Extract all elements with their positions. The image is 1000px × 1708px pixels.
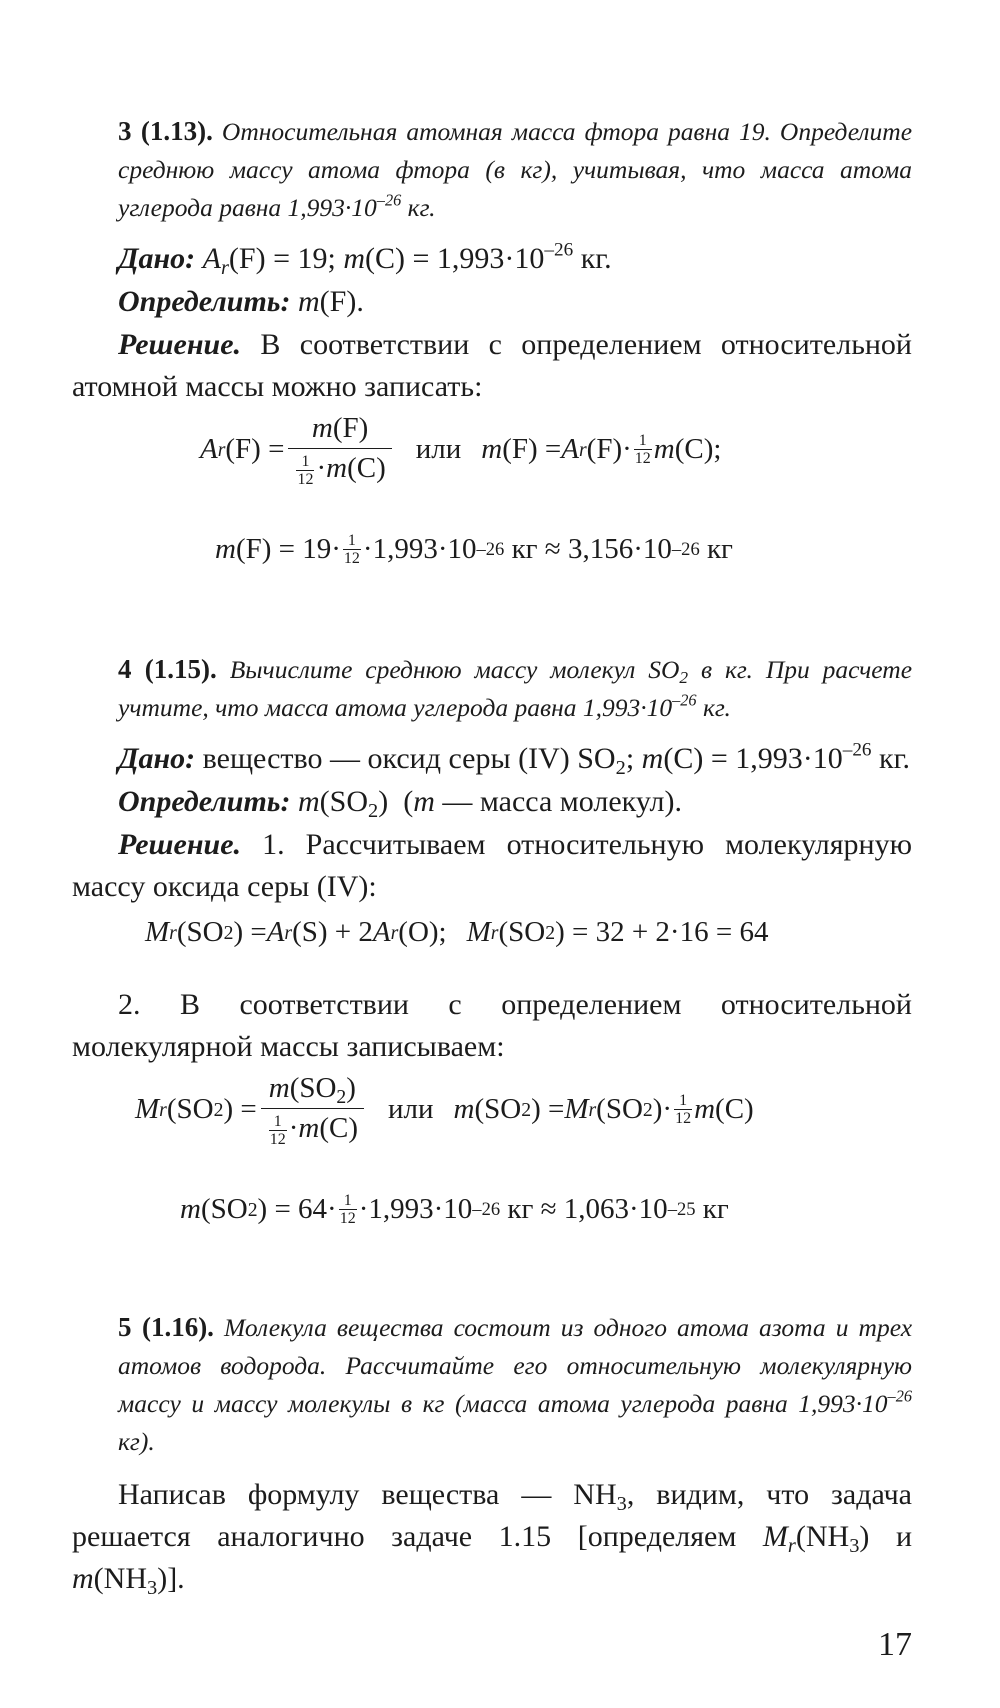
page-number: 17 [878, 1626, 912, 1663]
problem3-number: 3 (1.13). [118, 116, 213, 146]
fraction: $m(SO_2)$ $\frac{1}{12}$ ·m(C) [261, 1072, 364, 1148]
problem3-solution: Решение. В соответствии с определением относительной атомной массы можно записать: [72, 328, 912, 403]
problem4-solution-step1: Решение. 1. Рассчитываем относительную молекулярную массу оксида серы (IV): [72, 828, 913, 903]
problem5-text: Написав формулу вещества — $NH_3$, видим, что задача решается аналогично задаче 1.15 [определяем $M_r(NH_3)$ и $m(NH_3)$]. [72, 1478, 912, 1600]
problem4-solution-step2: 2. В соответствии с определением относительной молекулярной массы записываем: [72, 988, 912, 1063]
problem4-condition: 4 (1.15). Вычислите среднюю массу молекул $SO_2$ в кг. При расчете учтите, что масса атома углерода равна $1,993\cdot 10^{-26}$ кг. [118, 654, 913, 722]
problem5-number: 5 (1.16). [118, 1312, 214, 1342]
problem4-equation-2: M r (SO 2 ) = $m(SO_2)$ $\frac{1}{12}$ ·m(C) или m (SO 2 ) = M r (SO 2 )· 1 12 m (C) [135, 1072, 754, 1148]
problem3-condition: 3 (1.13). Относительная атомная масса фтора равна 19. Определите среднюю массу атома фтора (в кг), учитывая, что масса атома углерода равна $1,993\cdot 10^{-26}$ кг. [118, 116, 913, 222]
fraction: m(F) $\frac{1}{12}$ ·m(C) [288, 412, 391, 488]
problem4-number: 4 (1.15). [118, 654, 217, 684]
problem3-find: Определить: m(F). [118, 285, 364, 318]
problem3-given: Дано: $A_r(F) = 19$; $m(C) = 1,993\cdot 10^{-26}$ кг. [118, 239, 612, 280]
problem3-equation-1: A r (F) = m(F) $\frac{1}{12}$ ·m(C) или m (F) = A r (F)· 1 12 m (C); [200, 412, 722, 488]
problem4-find: Определить: $m(SO_2)$ (m — масса молекул). [118, 785, 682, 823]
problem4-given: Дано: вещество — оксид серы (IV) $SO_2$; $m(C) = 1,993\cdot 10^{-26}$ кг. [118, 739, 911, 780]
problem3-equation-2: m (F) = 19· 1 12 ·1,993·10 –26 кг ≈ 3,156·10 –26 кг [215, 532, 733, 567]
problem4-equation-3: m (SO 2 ) = 64· 1 12 ·1,993·10 –26 кг ≈ 1,063·10 –25 кг [180, 1192, 729, 1227]
problem4-equation-1: M r (SO 2 ) = A r (S) + 2 A r (O); M r (SO 2 ) = 32 + 2·16 = 64 [145, 916, 769, 948]
problem5-condition: 5 (1.16). Молекула вещества состоит из одного атома азота и трех атомов водорода. Рассчитайте его относительную молекулярную массу и массу молекулы в кг (масса атома углерода равна $1,993\cdot 10^{-26}$ кг). [118, 1312, 913, 1456]
